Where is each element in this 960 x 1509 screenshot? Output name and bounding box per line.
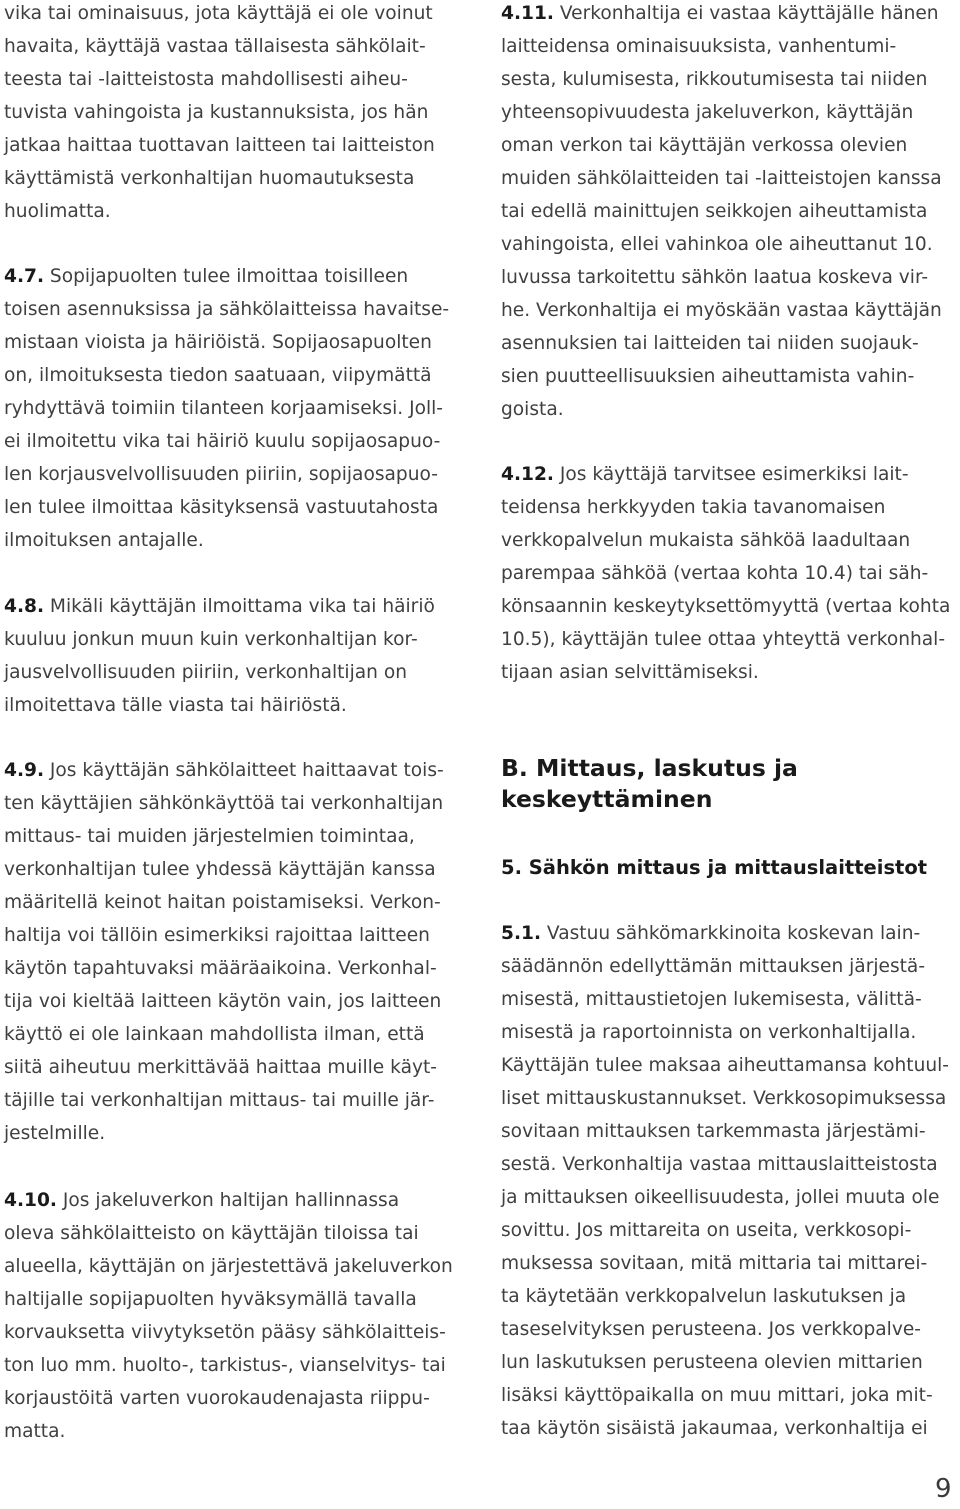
text-line: taseselvityksen perusteena. Jos verkkopalve- [501, 1319, 921, 1340]
section-4-7 [4, 260, 449, 557]
text-line: luvussa tarkoitettu sähkön laatua koskeva vir- [501, 267, 929, 288]
heading-line: keskeyttäminen [501, 785, 713, 813]
section-number: 4.12. [501, 464, 554, 485]
section-first-line [4, 754, 444, 787]
section-first-line [4, 1184, 453, 1217]
text-line: haltija voi tällöin esimerkiksi rajoittaa laitteen [4, 925, 430, 946]
first-line-text: Verkonhaltija ei vastaa käyttäjälle hänen [553, 3, 939, 24]
text-line: mistaan vioista ja häiriöistä. Sopijaosapuolten [4, 332, 432, 353]
text-line: haltijalle sopijapuolten hyväksymällä tavalla [4, 1289, 417, 1310]
text-line: ten käyttäjien sähkönkäyttöä tai verkonhaltijan [4, 793, 444, 814]
text-line: alueella, käyttäjän on järjestettävä jakeluverkon [4, 1256, 453, 1277]
text-line: käyttämistä verkonhaltijan huomautuksesta [4, 168, 415, 189]
text-line: len korjausvelvollisuuden piiriin, sopijaosapuo- [4, 464, 438, 485]
text-line: käyttö ei ole lainkaan mahdollista ilman, että [4, 1024, 425, 1045]
text-line: sovitaan mittauksen tarkemmasta järjestämi- [501, 1121, 926, 1142]
section-first-line [501, 0, 942, 30]
text-line: toisen asennuksissa ja sähkölaitteissa havaitse- [4, 299, 450, 320]
first-line-text: Jos jakeluverkon haltijan hallinnassa [56, 1190, 400, 1211]
text-line: misestä ja raportoinnista on verkonhaltijalla. [501, 1022, 917, 1043]
text-line: ja mittauksen oikeellisuudesta, jollei muuta ole [501, 1187, 940, 1208]
text-line: muiden sähkölaitteiden tai -laitteistojen kanssa [501, 168, 942, 189]
first-line-text: Mikäli käyttäjän ilmoittama vika tai häiriö [44, 596, 435, 617]
text-line: ilmoitettava tälle viasta tai häiriöstä. [4, 695, 347, 716]
text-line: korvauksetta viivytyksetön pääsy sähkölaitteis- [4, 1322, 446, 1343]
section-4-9 [4, 754, 444, 1150]
section-number: 4.7. [4, 266, 45, 287]
text-line: parempaa sähköä (vertaa kohta 10.4) tai säh- [501, 563, 929, 584]
text-line: huolimatta. [4, 201, 111, 222]
text-line: jausvelvollisuuden piiriin, verkonhaltijan on [4, 662, 407, 683]
text-line: jatkaa haittaa tuottavan laitteen tai laitteiston [4, 135, 435, 156]
text-line: 10.5), käyttäjän tulee ottaa yhteyttä verkonhal- [501, 629, 946, 650]
text-line: jestelmille. [4, 1123, 106, 1144]
text-line: ta käytetään verkkopalvelun laskutuksen ja [501, 1286, 907, 1307]
heading-line: B. Mittaus, laskutus ja [501, 754, 798, 782]
text-line: lun laskutuksen perusteena olevien mittarien [501, 1352, 923, 1373]
text-line: oleva sähkölaitteisto on käyttäjän tiloissa tai [4, 1223, 419, 1244]
intro-paragraph [4, 0, 435, 228]
section-number: 4.11. [501, 3, 554, 24]
text-line: käytön tapahtuvaksi määräaikoina. Verkonhal- [4, 958, 437, 979]
text-line: verkkopalvelun mukaista sähköä laadultaan [501, 530, 911, 551]
text-line: ei ilmoitettu vika tai häiriö kuulu sopijaosapuo- [4, 431, 441, 452]
section-4-11 [501, 0, 942, 426]
text-line: liset mittauskustannukset. Verkkosopimuksessa [501, 1088, 947, 1109]
text-line: säädännön edellyttämän mittauksen järjestä- [501, 956, 926, 977]
text-line: korjaustöitä varten vuorokaudenajasta riippu- [4, 1388, 430, 1409]
text-line: teesta tai -laitteistosta mahdollisesti aiheu- [4, 69, 408, 90]
section-heading-5: 5. Sähkön mittaus ja mittauslaitteistot [501, 856, 928, 879]
section-4-8 [4, 590, 435, 722]
text-line: tuvista vahingoista ja kustannuksista, jos hän [4, 102, 429, 123]
page-number: 9 [935, 1474, 952, 1504]
chapter-heading-b [501, 753, 798, 815]
first-line-text: Jos käyttäjä tarvitsee esimerkiksi lait- [553, 464, 909, 485]
text-line: on, ilmoituksesta tiedon saatuaan, viipymättä [4, 365, 432, 386]
text-line: sestä. Verkonhaltija vastaa mittauslaitteistosta [501, 1154, 938, 1175]
section-number: 5.1. [501, 923, 542, 944]
text-line: verkonhaltijan tulee yhdessä käyttäjän kanssa [4, 859, 436, 880]
section-4-10 [4, 1184, 453, 1448]
section-first-line [4, 260, 449, 293]
text-line: siitä aiheutuu merkittävää haittaa muille käyt- [4, 1057, 437, 1078]
section-number: 4.9. [4, 760, 45, 781]
text-line: vika tai ominaisuus, jota käyttäjä ei ole voinut [4, 3, 433, 24]
section-first-line [4, 590, 435, 623]
text-line: kuuluu jonkun muun kuin verkonhaltijan kor- [4, 629, 418, 650]
text-line: määritellä keinot haitan poistamiseksi. Verkon- [4, 892, 441, 913]
section-first-line [501, 917, 949, 950]
text-line: muksessa sovitaan, mitä mittaria tai mittarei- [501, 1253, 928, 1274]
text-line: mittaus- tai muiden järjestelmien toimintaa, [4, 826, 415, 847]
text-line: täjille tai verkonhaltijan mittaus- tai muille jär- [4, 1090, 435, 1111]
text-line: laitteidensa ominaisuuksista, vanhentumi- [501, 36, 897, 57]
section-5-1 [501, 917, 949, 1445]
text-line: könsaannin keskeytyksettömyyttä (vertaa kohta [501, 596, 951, 617]
text-line: asennuksien tai laitteiden tai niiden suojauk- [501, 333, 919, 354]
text-line: lisäksi käyttöpaikalla on muu mittari, joka mit- [501, 1385, 933, 1406]
section-number: 4.10. [4, 1190, 57, 1211]
section-first-line [501, 458, 950, 491]
text-line: taa käytön sisäistä jakaumaa, verkonhaltija ei [501, 1418, 928, 1439]
text-line: sovittu. Jos mittareita on useita, verkkosopi- [501, 1220, 912, 1241]
text-line: matta. [4, 1421, 66, 1442]
text-line: he. Verkonhaltija ei myöskään vastaa käyttäjän [501, 300, 942, 321]
text-line: goista. [501, 399, 564, 420]
text-line: len tulee ilmoittaa käsityksensä vastuutahosta [4, 497, 439, 518]
first-line-text: Sopijapuolten tulee ilmoittaa toisilleen [44, 266, 409, 287]
text-line: misestä, mittaustietojen lukemisesta, välittä- [501, 989, 922, 1010]
first-line-text: Vastuu sähkömarkkinoita koskevan lain- [541, 923, 921, 944]
text-line: tijaan asian selvittämiseksi. [501, 662, 759, 683]
text-line: ton luo mm. huolto-, tarkistus-, vianselvitys- tai [4, 1355, 446, 1376]
text-line: sien puutteellisuuksien aiheuttamista vahin- [501, 366, 915, 387]
text-line: oman verkon tai käyttäjän verkossa olevien [501, 135, 908, 156]
text-line: ryhdyttävä toimiin tilanteen korjaamiseksi. Joll- [4, 398, 443, 419]
text-line: sesta, kulumisesta, rikkoutumisesta tai niiden [501, 69, 928, 90]
first-line-text: Jos käyttäjän sähkölaitteet haittaavat tois- [44, 760, 444, 781]
text-line: yhteensopivuudesta jakeluverkon, käyttäjän [501, 102, 914, 123]
text-line: tija voi kieltää laitteen käytön vain, jos laitteen [4, 991, 442, 1012]
text-line: ilmoituksen antajalle. [4, 530, 204, 551]
text-line: Käyttäjän tulee maksaa aiheuttamansa kohtuul- [501, 1055, 950, 1076]
text-line: tai edellä mainittujen seikkojen aiheuttamista [501, 201, 928, 222]
section-4-12 [501, 458, 950, 689]
text-line: teidensa herkkyyden takia tavanomaisen [501, 497, 886, 518]
text-line: havaita, käyttäjä vastaa tällaisesta sähkölait- [4, 36, 426, 57]
section-number: 4.8. [4, 596, 45, 617]
text-line: vahingoista, ellei vahinkoa ole aiheuttanut 10. [501, 234, 933, 255]
